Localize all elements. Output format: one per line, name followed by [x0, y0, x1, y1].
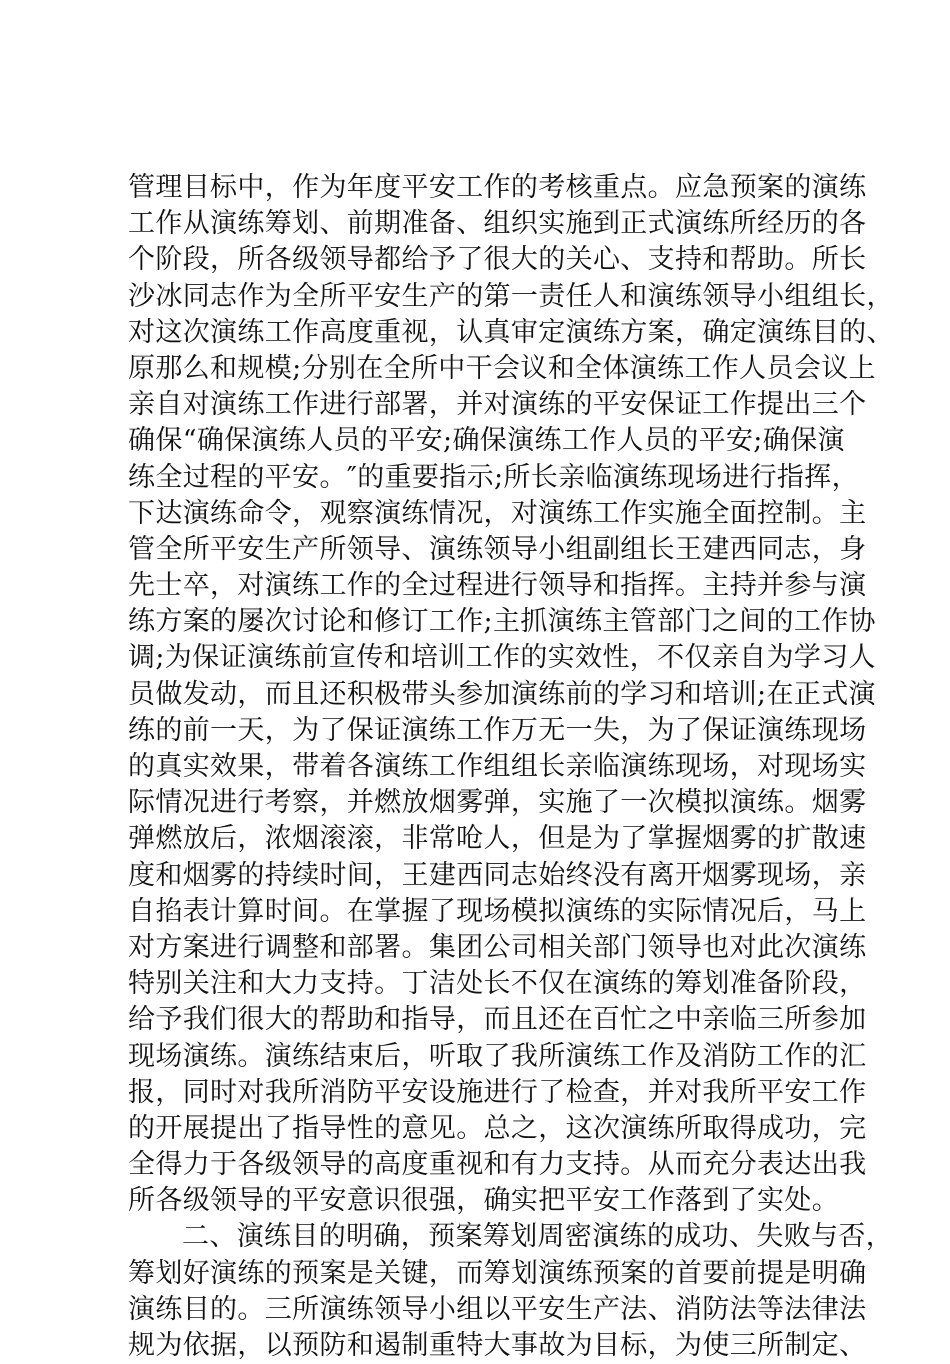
text-line: 对这次演练工作高度重视，认真审定演练方案，确定演练目的、 — [128, 316, 894, 348]
text-line: 员做发动，而且还积极带头参加演练前的学习和培训;在正式演 — [128, 678, 876, 710]
section-heading-line: 二、演练目的明确，预案筹划周密演练的成功、失败与否， — [182, 1221, 894, 1253]
text-line: 给予我们很大的帮助和指导，而且还在百忙之中亲临三所参加 — [128, 1004, 867, 1036]
text-line: 现场演练。演练结束后，听取了我所演练工作及消防工作的汇 — [128, 1040, 867, 1072]
text-line: 特别关注和大力支持。丁洁处长不仅在演练的筹划准备阶段， — [128, 968, 867, 1000]
text-line: 全得力于各级领导的高度重视和有力支持。从而充分表达出我 — [128, 1149, 867, 1181]
text-line: 亲自对演练工作进行部署，并对演练的平安保证工作提出三个 — [128, 389, 867, 421]
text-line: 原那么和规模;分别在全所中干会议和全体演练工作人员会议上 — [128, 352, 876, 384]
text-line: 确保“确保演练人员的平安;确保演练工作人员的平安;确保演 — [128, 425, 845, 457]
text-line: 演练目的。三所演练领导小组以平安生产法、消防法等法律法 — [128, 1293, 867, 1325]
text-line: 练的前一天，为了保证演练工作万无一失，为了保证演练现场 — [128, 714, 867, 746]
text-line: 规为依据，以预防和遏制重特大事故为目标，为使三所制定、 — [128, 1330, 867, 1361]
text-line: 沙冰同志作为全所平安生产的第一责任人和演练领导小组组长， — [128, 280, 894, 312]
text-line: 所各级领导的平安意识很强，确实把平安工作落到了实处。 — [128, 1185, 840, 1217]
text-line: 的真实效果，带着各演练工作组组长亲临演练现场，对现场实 — [128, 751, 867, 782]
text-line: 自掐表计算时间。在掌握了现场模拟演练的实际情况后，马上 — [128, 895, 867, 927]
text-line: 报，同时对我所消防平安设施进行了检查，并对我所平安工作 — [128, 1076, 867, 1108]
text-line: 下达演练命令，观察演练情况，对演练工作实施全面控制。主 — [128, 497, 867, 529]
text-line: 练方案的屡次讨论和修订工作;主抓演练主管部门之间的工作协 — [128, 606, 876, 638]
text-line: 对方案进行调整和部署。集团公司相关部门领导也对此次演练 — [128, 931, 867, 963]
text-line: 练全过程的平安。″的重要指示;所长亲临演练现场进行指挥， — [128, 461, 859, 493]
text-line: 个阶段，所各级领导都给予了很大的关心、支持和帮助。所长 — [128, 244, 867, 276]
text-line: 的开展提出了指导性的意见。总之，这次演练所取得成功，完 — [128, 1112, 867, 1144]
text-line: 际情况进行考察，并燃放烟雾弹，实施了一次模拟演练。烟雾 — [128, 787, 867, 819]
text-line: 工作从演练筹划、前期准备、组织实施到正式演练所经历的各 — [128, 208, 867, 240]
text-line: 管理目标中，作为年度平安工作的考核重点。应急预案的演练 — [128, 172, 867, 203]
text-line: 调;为保证演练前宣传和培训工作的实效性，不仅亲自为学习人 — [128, 642, 876, 674]
document-body — [128, 170, 894, 1364]
text-line: 度和烟雾的持续时间，王建西同志始终没有离开烟雾现场，亲 — [128, 859, 867, 891]
text-line: 筹划好演练的预案是关键，而筹划演练预案的首要前提是明确 — [128, 1257, 867, 1289]
text-line: 弹燃放后，浓烟滚滚，非常呛人，但是为了掌握烟雾的扩散速 — [128, 823, 867, 855]
text-line: 先士卒，对演练工作的全过程进行领导和指挥。主持并参与演 — [128, 570, 867, 602]
text-line: 管全所平安生产所领导、演练领导小组副组长王建西同志，身 — [128, 533, 867, 565]
